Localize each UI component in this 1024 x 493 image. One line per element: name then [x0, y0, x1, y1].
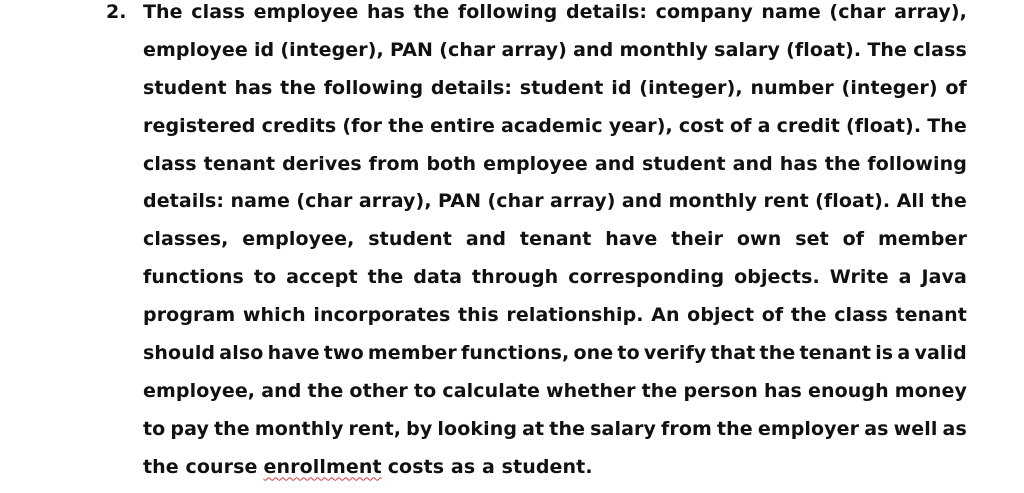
word: PAN [389, 38, 434, 61]
word: The [867, 38, 908, 61]
word: id [253, 38, 275, 61]
word: well [893, 417, 938, 440]
word: has [763, 379, 802, 402]
word: has [366, 1, 405, 23]
word: the [931, 190, 967, 213]
question-line [143, 114, 967, 138]
word: details: [565, 1, 648, 23]
word: corresponding [568, 266, 725, 289]
question-line [143, 379, 967, 403]
word: money [894, 379, 967, 402]
question-line [143, 265, 967, 289]
word: functions [143, 266, 244, 289]
word: enough [807, 379, 889, 402]
word: rent [763, 190, 809, 213]
word: by [406, 417, 433, 440]
word: own [736, 228, 782, 251]
word: name [230, 190, 290, 213]
word: and [573, 38, 614, 61]
word: (char [296, 190, 353, 213]
word: as [864, 417, 889, 440]
word: Java [921, 266, 967, 289]
word: tenant [203, 152, 276, 175]
word: monthly [619, 38, 709, 61]
word: the [716, 417, 753, 440]
word: of [730, 114, 752, 137]
word: (for [342, 114, 383, 137]
word: array), [358, 190, 432, 213]
word: details: [143, 190, 225, 213]
word: classes, [143, 228, 229, 251]
word: of [842, 228, 865, 251]
word: member [877, 228, 967, 251]
word: object [687, 304, 755, 327]
word: also [219, 342, 264, 365]
word: class [143, 152, 197, 175]
word: as [942, 417, 967, 440]
word: (integer), [639, 76, 743, 99]
word: program [143, 304, 236, 327]
word: array) [501, 38, 567, 61]
word: pay [170, 417, 209, 440]
question-line [143, 152, 967, 176]
word: the [413, 1, 450, 23]
word: (integer), [280, 38, 384, 61]
word: details: [430, 76, 513, 99]
word: functions, [461, 342, 570, 365]
word: id [611, 76, 632, 99]
word: company [655, 1, 753, 23]
word: the [790, 304, 827, 327]
word: both [426, 152, 477, 175]
word: array), [894, 1, 967, 23]
word: this [457, 304, 499, 327]
word: other [349, 379, 408, 402]
word: class [191, 1, 245, 23]
word: registered [143, 114, 256, 137]
word: the [388, 114, 425, 137]
word: (integer) [841, 76, 938, 99]
word: derives [282, 152, 362, 175]
word: class [913, 38, 967, 61]
word: the [549, 417, 586, 440]
word: (char [439, 38, 496, 61]
word: to [617, 342, 640, 365]
word: of [945, 76, 967, 99]
word: has [779, 152, 818, 175]
word: calculate [442, 379, 540, 402]
question-line [143, 303, 967, 327]
word: have [605, 228, 658, 251]
word: following [457, 1, 558, 23]
word: through [471, 266, 559, 289]
word: data [413, 266, 462, 289]
word: name [761, 1, 821, 23]
spellcheck-flagged-word[interactable]: enrollment [263, 455, 382, 478]
word: has [234, 76, 273, 99]
word: from [661, 417, 712, 440]
word: student [519, 76, 604, 99]
word: have [267, 342, 320, 365]
word: a [757, 114, 771, 137]
question-number: 2. [106, 1, 127, 23]
word: verify [643, 342, 707, 365]
word: PAN [438, 190, 482, 213]
word: member [367, 342, 457, 365]
word: (char [487, 190, 544, 213]
word: which [242, 304, 306, 327]
word: student [368, 228, 452, 251]
word: (float). [846, 114, 922, 137]
word: monthly [254, 417, 344, 440]
word: credit [776, 114, 840, 137]
word: student [641, 152, 726, 175]
word: academic [501, 114, 603, 137]
word: salary [590, 417, 656, 440]
word: the [307, 379, 344, 402]
word: the [367, 266, 404, 289]
word: to [413, 379, 437, 402]
question-line [143, 341, 967, 365]
word: at [522, 417, 545, 440]
word: relationship. [506, 304, 644, 327]
question-line [143, 0, 967, 24]
word: rent, [348, 417, 402, 440]
word: The [143, 1, 183, 23]
word: incorporates [313, 304, 451, 327]
word: a [897, 342, 911, 365]
word: to [143, 417, 166, 440]
word: tenant [895, 304, 967, 327]
word: credits [261, 114, 337, 137]
question-last-line [143, 455, 967, 479]
question-line-start: the course [143, 455, 258, 478]
word: one [573, 342, 614, 365]
word: employee, [143, 379, 256, 402]
question-line [143, 189, 967, 213]
word: employee, [242, 228, 355, 251]
word: tenant [519, 228, 592, 251]
word: a [898, 266, 912, 289]
question-line [143, 76, 967, 100]
word: following [867, 152, 967, 175]
word: and [465, 228, 507, 251]
word: valid [914, 342, 967, 365]
word: person [683, 379, 758, 402]
word: entire [430, 114, 495, 137]
word: and [594, 152, 636, 175]
word: (float). [786, 38, 862, 61]
word: of [761, 304, 784, 327]
word: employee [143, 38, 248, 61]
word: and [621, 190, 663, 213]
question-text [143, 0, 967, 493]
word: An [651, 304, 680, 327]
word: the [214, 417, 250, 440]
word: salary [714, 38, 780, 61]
word: employee [253, 1, 359, 23]
word: number [750, 76, 834, 99]
word: and [261, 379, 302, 402]
word: and [732, 152, 773, 175]
word: is [875, 342, 894, 365]
word: following [323, 76, 424, 99]
word: All [896, 190, 925, 213]
word: objects. [734, 266, 820, 289]
word: their [671, 228, 724, 251]
word: the [824, 152, 861, 175]
question-line [143, 227, 967, 251]
word: class [834, 304, 888, 327]
word: array) [550, 190, 616, 213]
question-line [143, 417, 967, 441]
word: looking [437, 417, 518, 440]
word: should [143, 342, 216, 365]
word: Write [829, 266, 889, 289]
word: The [927, 114, 967, 137]
word: monthly [668, 190, 758, 213]
word: the [641, 379, 678, 402]
word: cost [678, 114, 724, 137]
word: (float). [815, 190, 891, 213]
word: employee [483, 152, 588, 175]
word: that [710, 342, 756, 365]
word: student [143, 76, 227, 99]
word: the [280, 76, 316, 99]
word: whether [546, 379, 636, 402]
word: employer [757, 417, 860, 440]
word: to [253, 266, 277, 289]
word: the [759, 342, 796, 365]
question-line-end: costs as a student. [387, 455, 593, 478]
word: accept [286, 266, 358, 289]
word: set [795, 228, 829, 251]
question-line [143, 38, 967, 62]
word: from [368, 152, 420, 175]
word: year), [608, 114, 673, 137]
word: (char [829, 1, 886, 23]
word: tenant [799, 342, 872, 365]
word: two [323, 342, 364, 365]
